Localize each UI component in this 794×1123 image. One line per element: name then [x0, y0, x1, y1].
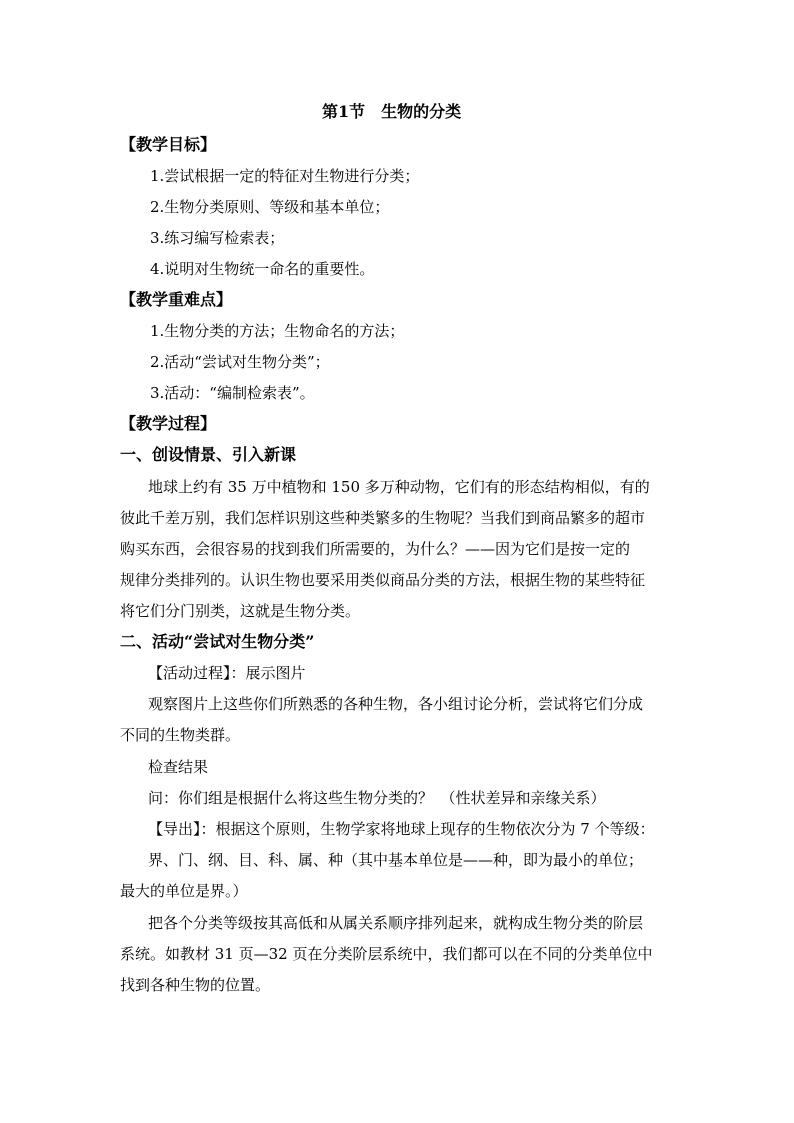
paragraph-line: 观察图片上这些你们所熟悉的各种生物，各小组讨论分析，尝试将它们分成 — [148, 695, 644, 713]
goal-item: 3.练习编写检索表； — [150, 229, 285, 247]
goal-item: 4.说明对生物统一命名的重要性。 — [150, 260, 375, 278]
keypoint-item: 1.生物分类的方法；生物命名的方法； — [150, 322, 405, 340]
check-line: 检查结果 — [148, 758, 209, 776]
paragraph-line: 找到各种生物的位置。 — [120, 976, 271, 994]
keypoint-item: 2.活动“尝试对生物分类”； — [150, 353, 330, 371]
paragraph-line: 彼此千差万别，我们怎样识别这些种类繁多的生物呢？当我们到商品繁多的超市 — [120, 509, 646, 527]
part2-heading: 二、活动“尝试对生物分类” — [120, 632, 315, 651]
paragraph-line: 不同的生物类群。 — [120, 726, 241, 744]
paragraph-line: 系统。如教材 31 页—32 页在分类阶层系统中，我们都可以在不同的分类单位中 — [120, 945, 653, 963]
part1-heading: 一、创设情景、引入新课 — [120, 445, 297, 464]
paragraph-line: 界、门、纲、目、科、属、种（其中基本单位是——种，即为最小的单位； — [148, 851, 644, 869]
page-title: 第1节 生物的分类 — [322, 102, 462, 121]
question-line: 问：你们组是根据什么将这些生物分类的？ （性状差异和亲缘关系） — [148, 789, 606, 807]
paragraph-line: 把各个分类等级按其高低和从属关系顺序排列起来，就构成生物分类的阶层 — [148, 914, 644, 932]
paragraph-line: 地球上约有 35 万中植物和 150 多万种动物，它们有的形态结构相似，有的 — [148, 478, 650, 496]
keypoint-item: 3.活动：“编制检索表”。 — [150, 384, 315, 402]
process-heading: 【教学过程】 — [120, 414, 217, 433]
goals-heading: 【教学目标】 — [120, 135, 217, 154]
paragraph-line: 将它们分门别类，这就是生物分类。 — [120, 602, 361, 620]
paragraph-line: 规律分类排列的。认识生物也要采用类似商品分类的方法，根据生物的某些特征 — [120, 571, 646, 589]
keypoints-heading: 【教学重难点】 — [120, 290, 233, 309]
goal-item: 1.尝试根据一定的特征对生物进行分类； — [150, 167, 420, 185]
derive-line: 【导出】：根据这个原则，生物学家将地球上现存的生物依次分为 7 个等级： — [148, 820, 655, 838]
paragraph-line: 购买东西，会很容易的找到我们所需要的，为什么？——因为它们是按一定的 — [120, 540, 631, 558]
goal-item: 2.生物分类原则、等级和基本单位； — [150, 198, 390, 216]
paragraph-line: 最大的单位是界。） — [120, 882, 248, 900]
activity-line: 【活动过程】：展示图片 — [148, 664, 306, 682]
